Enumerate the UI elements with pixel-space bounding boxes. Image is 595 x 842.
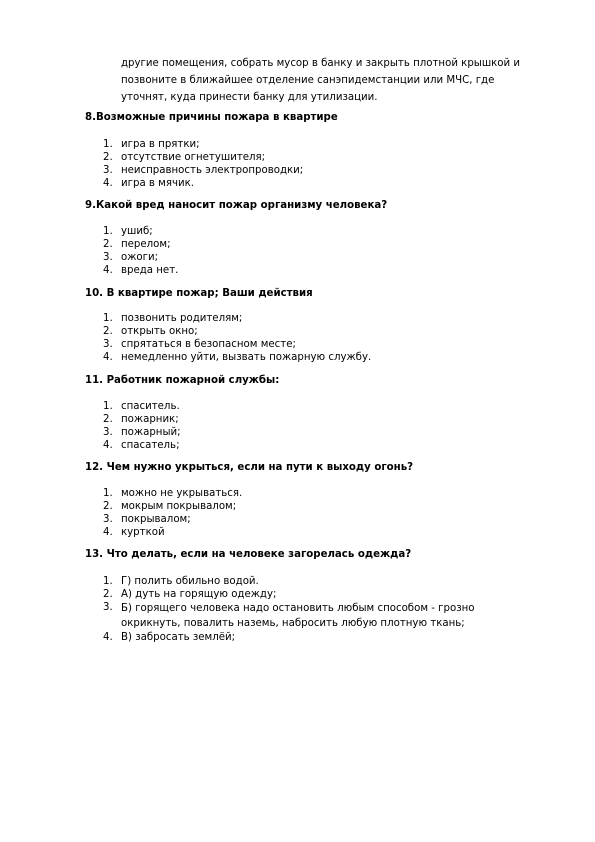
list-item: 3. спрятаться в безопасном месте; bbox=[103, 339, 296, 350]
list-item: 4. вреда нет. bbox=[103, 265, 179, 276]
question-9-title: 9.Какой вред наносит пожар организму человека? bbox=[85, 200, 388, 211]
question-8-answers bbox=[103, 138, 511, 190]
list-item: 2. отсутствие огнетушителя; bbox=[103, 152, 266, 163]
list-item: 2. мокрым покрывалом; bbox=[103, 501, 237, 512]
intro-line: уточнят, куда принести банку для утилизации. bbox=[121, 92, 378, 103]
list-item: 3. ожоги; bbox=[103, 252, 159, 263]
question-12-title: 12. Чем нужно укрыться, если на пути к выходу огонь? bbox=[85, 462, 414, 473]
list-item: 1. ушиб; bbox=[103, 226, 153, 237]
list-item: 4. курткой bbox=[103, 527, 165, 538]
list-item: 3. пожарный; bbox=[103, 427, 181, 438]
list-item: 2. А) дуть на горящую одежду; bbox=[103, 589, 277, 600]
intro-line: другие помещения, собрать мусор в банку и закрыть плотной крышкой и bbox=[121, 58, 521, 69]
intro-paragraph bbox=[121, 55, 561, 106]
question-13-title: 13. Что делать, если на человеке загорелась одежда? bbox=[85, 549, 412, 560]
list-item: 4. спасатель; bbox=[103, 440, 180, 451]
list-item: 2. открыть окно; bbox=[103, 326, 198, 337]
list-item: 1. игра в прятки; bbox=[103, 139, 200, 150]
list-item: 1. можно не укрываться. bbox=[103, 488, 243, 499]
list-item: 1. спаситель. bbox=[103, 401, 180, 412]
list-item: 4. игра в мячик. bbox=[103, 178, 195, 189]
list-item: 3. Б) горящего человека надо остановить любым способом - грозно окрикнуть, повалить наземь, набросить любую плотную ткань; bbox=[103, 602, 475, 629]
list-item: 3. неисправность электропроводки; bbox=[103, 165, 304, 176]
list-item: 1. Г) полить обильно водой. bbox=[103, 576, 259, 587]
question-9-answers bbox=[103, 225, 511, 277]
question-11-title: 11. Работник пожарной службы: bbox=[85, 375, 280, 386]
intro-line: позвоните в ближайшее отделение санэпидемстанции или МЧС, где bbox=[121, 75, 495, 86]
list-item: 2. перелом; bbox=[103, 239, 171, 250]
question-10-answers bbox=[103, 312, 511, 364]
list-item: 4. В) забросать землёй; bbox=[103, 632, 236, 643]
question-8-title: 8.Возможные причины пожара в квартире bbox=[85, 112, 338, 123]
question-13-answers bbox=[103, 575, 511, 644]
question-11-answers bbox=[103, 400, 511, 452]
list-item: 2. пожарник; bbox=[103, 414, 179, 425]
list-item: 4. немедленно уйти, вызвать пожарную службу. bbox=[103, 352, 372, 363]
list-item: 1. позвонить родителям; bbox=[103, 313, 243, 324]
list-item: 3. покрывалом; bbox=[103, 514, 191, 525]
question-12-answers bbox=[103, 487, 511, 539]
question-10-title: 10. В квартире пожар; Ваши действия bbox=[85, 288, 313, 299]
